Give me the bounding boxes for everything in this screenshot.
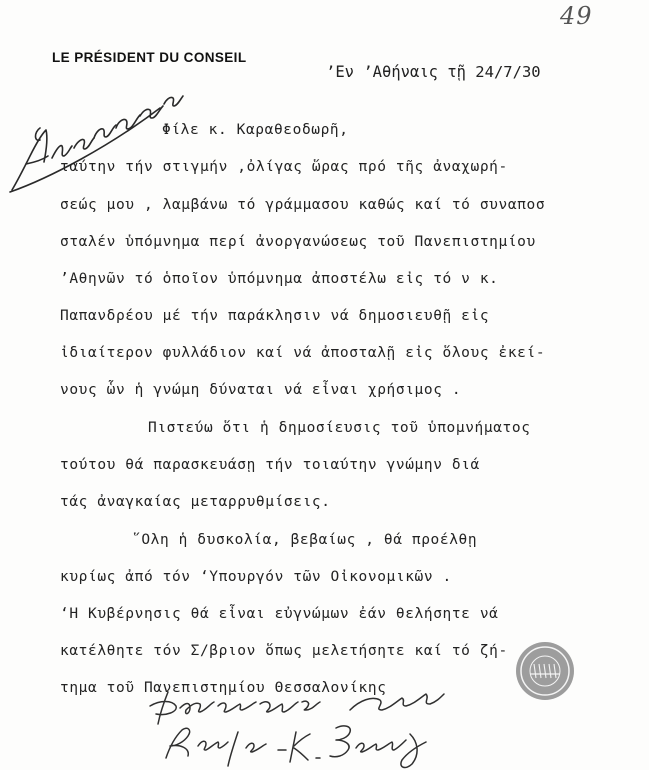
body-line-2: σεώς μου , λαμβάνω τό γράμμασου καθώς καί τό συναποσ [60,197,546,213]
handwritten-signature [140,688,530,770]
body-line-5: Παπανδρέου μέ τήν παράκλησιν νά δημοσιευθῇ εἰς [60,308,490,324]
place-date: ’Εν ’Αθήναις τῇ 24/7/30 [326,63,541,81]
body-line-4: ’Αθηνῶν τό ὁποῖον ὑπόμνημα ἀποστέλω εἰς τό ν κ. [60,271,499,287]
salutation: Φίλε κ. Καραθεοδωρῆ, [162,122,349,138]
page-number: 49 [560,2,593,30]
body-line-3: σταλέν ὑπόμνημα περί ἀνοργανώσεως τοῦ Πανεπιστημίου [60,234,536,250]
body-line-8: Πιστεύω ὅτι ἡ δημοσίευσις τοῦ ὑπομνήματος [148,420,531,436]
body-line-13: ‘Η Κυβέρνησις θά εἶναι εὐγνώμων ἐάν θελήσητε νά [60,606,499,622]
body-line-6: ἰδιαίτερον φυλλάδιον καί νά ἀποσταλῇ εἰς ὅλους ἐκεί- [60,345,546,361]
body-line-14: κατέλθητε τόν Σ/βριον ὅπως μελετήσητε καί τό ζή- [60,643,508,659]
body-line-1: ταύτην τήν στιγμήν ,ὀλίγας ὥρας πρό τῆς ἀναχωρή- [60,159,508,175]
body-line-7: νους ὧν ἡ γνώμη δύναται νά εἶναι χρήσιμος . [60,382,462,398]
body-line-9: τούτου θά παρασκευάσῃ τήν τοιαύτην γνώμην διά [60,457,480,473]
letterhead: LE PRÉSIDENT DU CONSEIL [52,50,247,65]
body-line-11: ῞Ολη ἡ δυσκολία, βεβαίως , θά προέλθῃ [132,532,478,548]
body-line-12: κυρίως ἀπό τόν ‘Υπουργόν τῶν Οἰκονομικῶν . [60,569,452,585]
body-line-10: τάς ἀναγκαίας μεταρρυθμίσεις. [60,494,331,510]
body-line-15: τημα τοῦ Πανεπιστημίου Θεσσαλονίκης [60,680,387,696]
